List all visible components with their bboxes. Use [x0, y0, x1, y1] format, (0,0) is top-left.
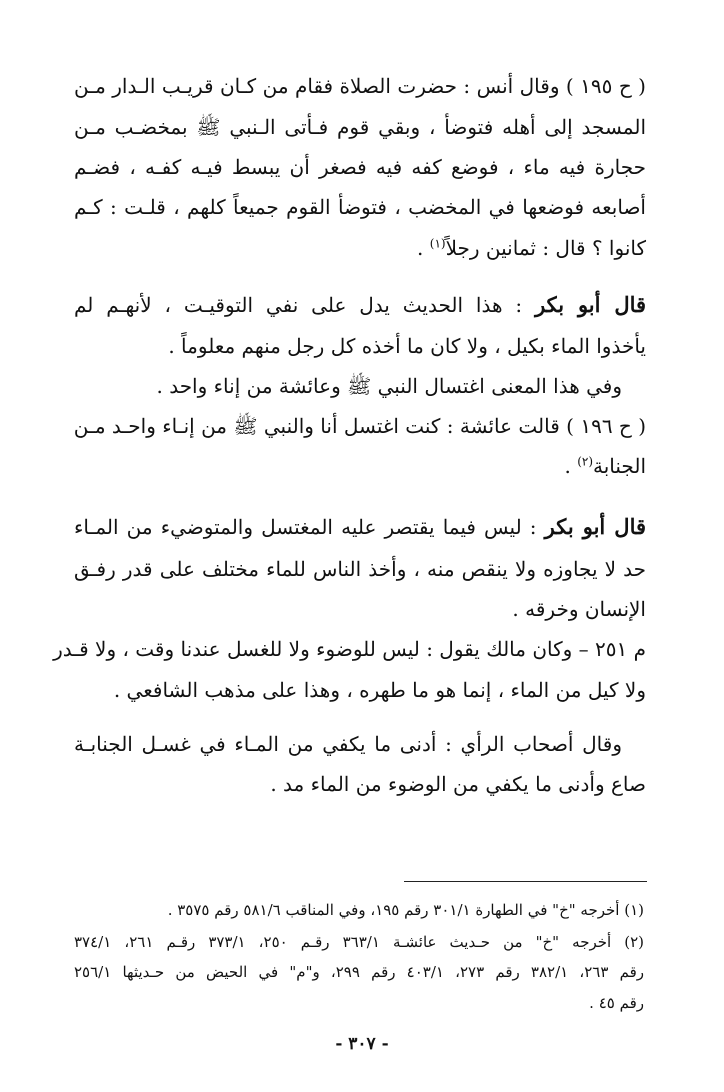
hadith-195-line-2: المسجد إلى أهله فتوضأ ، وبقي قوم فـأتى الـنبي ﷺ بمخضـب مـن — [74, 115, 646, 139]
line-text: : ليس فيما يقتصر عليه المغتسل والمتوضيء من المـاء — [74, 515, 545, 539]
line-text: : هذا الحديث يدل على نفي التوقيـت ، لأنهـم لم — [74, 293, 536, 317]
footnote-1: (١) أخرجه "خ" في الطهارة ٣٠١/١ رقم ١٩٥، وفي المناقب ٥٨١/٦ رقم ٣٥٧٥ . — [167, 901, 644, 919]
commentary-1-line-1 — [74, 292, 646, 317]
commentary-2-line-1 — [74, 514, 646, 539]
line-text: كانوا ؟ قال : ثمانين رجلاً — [445, 236, 646, 260]
commentary-2-line-3: الإنسان وخرقه . — [512, 597, 646, 621]
line-end: . — [564, 454, 578, 478]
section-heading-abu-bakr: قال أبو بكر — [544, 514, 647, 539]
commentary-2-line-2: حد لا يجاوزه ولا ينقص منه ، وأخذ الناس للماء مختلف على قدر رفـق — [74, 557, 646, 581]
masala-251-line-1: م ٢٥١ – وكان مالك يقول : ليس للوضوء ولا للغسل عندنا وقت ، ولا قـدر — [53, 637, 646, 661]
section-heading-abu-bakr: قال أبو بكر — [535, 292, 647, 317]
hadith-195-line-4: أصابعه فوضعها في المخضب ، فتوضأ القوم جميعاً كلهم ، قلـت : كـم — [74, 195, 646, 219]
page-number: - ٣٠٧ - — [335, 1034, 389, 1054]
hadith-195-line-1: ( ح ١٩٥ ) وقال أنس : حضرت الصلاة فقام من كـان قريـب الـدار مـن — [74, 74, 646, 98]
commentary-1-line-2: يأخذوا الماء بكيل ، ولا كان ما أخذه كل رجل منهم معلوماً . — [168, 334, 646, 358]
ashab-al-rai-line-2: صاع وأدنى ما يكفي من الوضوء من الماء مد . — [270, 772, 646, 796]
hadith-195-line-5 — [417, 236, 646, 260]
line-text: الجنابة — [593, 454, 646, 478]
ashab-al-rai-line-1: وقال أصحاب الرأي : أدنى ما يكفي من المـاء في غسـل الجنابـة — [74, 732, 622, 756]
footnote-marker-2: (٢) — [577, 454, 594, 469]
masala-251-line-2: ولا كيل من الماء ، إنما هو ما طهره ، وهذا على مذهب الشافعي . — [113, 678, 646, 702]
footnote-marker-1: (١) — [429, 236, 446, 251]
footnote-separator — [404, 881, 647, 882]
hadith-196-line-1: ( ح ١٩٦ ) قالت عائشة : كنت اغتسل أنا والنبي ﷺ من إنـاء واحـد مـن — [73, 414, 646, 438]
hadith-195-line-3: حجارة فيه ماء ، فوضع كفه فيه فصغر أن يبسط فيـه كفـه ، فضـم — [74, 155, 646, 179]
hadith-196-line-2 — [564, 454, 646, 478]
footnote-2-line-2: رقم ٢٦٣، ٣٨٢/١ رقم ٢٧٣، ٤٠٣/١ رقم ٢٩٩، و"م" في الحيض من حـديثها ٢٥٦/١ — [74, 963, 644, 981]
commentary-1-line-3: وفي هذا المعنى اغتسال النبي ﷺ وعائشة من إناء واحد . — [156, 374, 622, 398]
footnote-2-line-3: رقم ٤٥ . — [589, 994, 644, 1012]
footnote-2-line-1: (٢) أخرجه "خ" من حـديث عائشـة ٣٦٣/١ رقـم ٢٥٠، ٣٧٣/١ رقـم ٢٦١، ٣٧٤/١ — [74, 933, 645, 951]
line-end: . — [417, 236, 430, 260]
